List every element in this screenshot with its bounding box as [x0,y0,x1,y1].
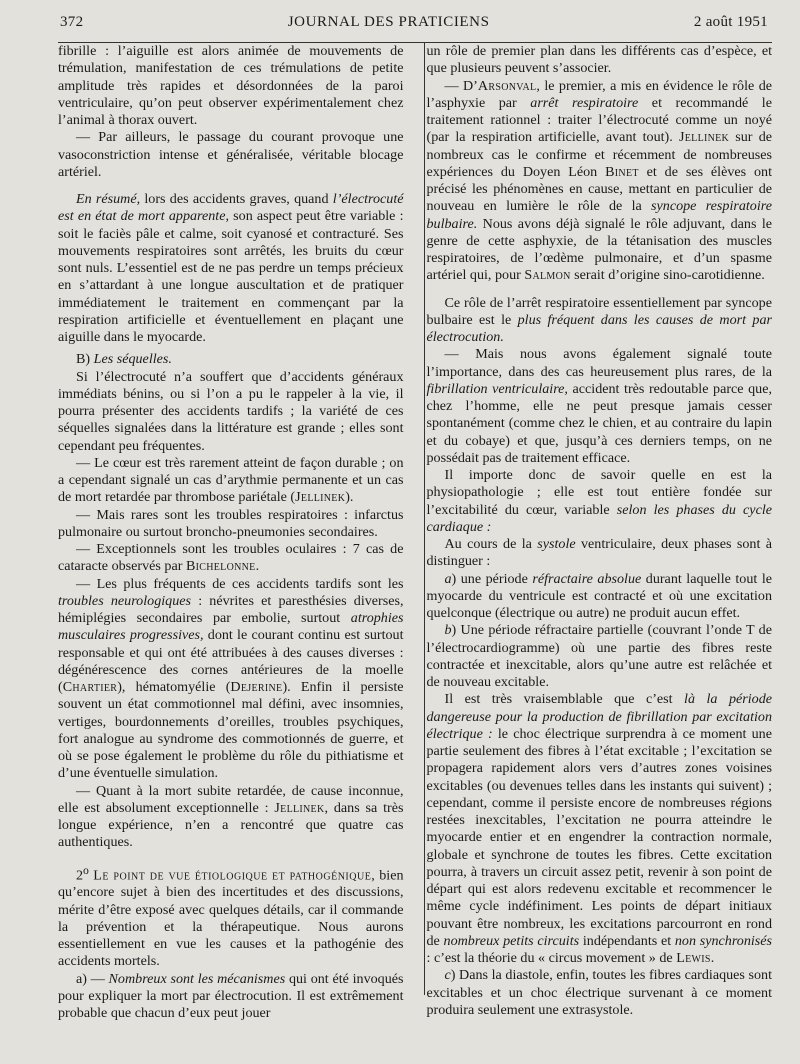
paragraph: — Mais nous avons également signalé toute l’importance, dans des cas heureusement plus rares, de la fibrillation ventriculaire, accident très redoutable parce que, chez l’homme, elle ne peut presque jamais cesser spontanément (comme chez le chien, et au contraire du lapin et du cobaye) et que, jusqu’à ces derniers temps, on ne possédait pas de traitement efficace. [426,346,772,466]
paragraph: — Les plus fréquents de ces accidents tardifs sont les troubles neurologiques : névrites et paresthésies diverses, hémiplégies secondaires par embolie, surtout atrophies musculaires progressives, dont le courant continu est surtout responsable et qui ont été attribuées à des causes diverses : dégénérescence des cornes antérieures de la moelle (Chartier), hématomyélie (Dejerine). Enfin il persiste souvent un état commotionnel mal défini, avec insomnies, vertiges, bourdonnements d’oreilles, troubles psychiques, fort analogue au syndrome des commotionnés de guerre, et où se pose également le problème du rôle du pithiatisme et d’une éventuelle simulation. [58,575,404,782]
paragraph: Il importe donc de savoir quelle en est la physiopathologie ; elle est tout entière fondée sur l’excitabilité du cœur, variable selon les phases du cycle cardiaque : [426,467,772,535]
left-column [58,43,414,1022]
section-heading: B) Les séquelles. [76,351,172,368]
page-number: 372 [60,14,84,30]
right-column [414,43,773,1022]
paragraph: un rôle de premier plan dans les différents cas d’espèce, et que plusieurs peuvent s’associer. [426,43,772,77]
section-heading-paragraph: 2$^o$ Le point de vue étiologique et pathogénique, bien qu’encore sujet à bien des incertitudes et des discussions, mérite d’être exposé avec quelques détails, car il commande la prévention et la thérapeutique. Nous aurons essentiellement en vue les causes et la pathogénie des accidents mortels. [58,863,404,970]
paragraph: — Exceptionnels sont les troubles oculaires : 7 cas de cataracte observés par Bichelonne. [58,541,404,575]
paragraph: — Mais rares sont les troubles respiratoires : infarctus pulmonaire ou surtout broncho-pneumonies secondaires. [58,506,404,540]
paragraph: Si l’électrocuté n’a souffert que d’accidents généraux immédiats bénins, ou si l’on a pu le rappeler à la vie, il pourra présenter des accidents tardifs ; la variété de ces séquelles signalées dans la littérature est grande ; elles sont cependant peu fréquentes. [58,368,404,454]
paragraph: — Le cœur est très rarement atteint de façon durable ; on a cependant signalé un cas d’arythmie permanente et un cas de mort retardée par thrombose pariétale (Jellinek). [58,454,404,506]
paragraph: Au cours de la systole ventriculaire, deux phases sont à distinguer : [426,536,772,570]
running-header [58,14,772,38]
paragraph: Ce rôle de l’arrêt respiratoire essentiellement par syncope bulbaire est le plus fréquent dans les causes de mort par électrocution. [426,294,772,345]
list-item: c) Dans la diastole, enfin, toutes les fibres cardiaques sont excitables et un choc électrique survenant à ce moment produira seulement une extrasystole. [426,967,772,1018]
paragraph: — Quant à la mort subite retardée, de cause inconnue, elle est absolument exceptionnelle : Jellinek, dans sa très longue expérience, n’en a rencontré que quatre cas authentiques. [58,782,404,851]
column-divider [424,43,425,995]
list-item: a) une période réfractaire absolue durant laquelle tout le myocarde du ventricule est contracté et où une excitation quelconque (électrique ou autre) ne produit aucun effet. [426,570,772,621]
list-item: b) Une période réfractaire partielle (couvrant l’onde T de l’électrocardiogramme) où une partie des fibres reste contractée et inexcitable, alors qu’une autre est relâchée et de nouveau excitable. [426,622,772,690]
paragraph: a) — Nombreux sont les mécanismes qui ont été invoqués pour expliquer la mort par électrocution. Il est extrêmement probable que chacun d’eux peut jouer [58,970,404,1022]
paragraph: En résumé, lors des accidents graves, quand l’électrocuté est en état de mort apparente, son aspect peut être variable : soit le faciès pâle et calme, soit cyanosé et contracturé. Ses mouvements respiratoires sont arrêtés, les bruits du cœur sont nuls. L’essentiel est de ne pas perdre un temps précieux en s’attardant à une longue auscultation et de pratiquer immédiatement le traitement en commençant par la respiration artificielle et éventuellement en plaçant une aiguille dans le myocarde. [58,191,404,345]
paragraph: Il est très vraisemblable que c’est là la période dangereuse pour la production de fibrillation par excitation électrique : le choc électrique surprendra à ce moment une partie seulement des fibres à l’état excitable ; l’excitation se propagera rapidement alors vers d’autres zones voisines excitables (ou devenues telles dans les instants qui suivent) ; cependant, comme il persiste encore de nombreuses régions restées inexcitables, l’excitation ne pourra atteindre le myocarde entier et en engendrer la contraction normale, globale et synchrone de toutes les fibres. Cette excitation pourra, à travers un circuit assez petit, revenir à son point de départ qui est alors redevenu excitable et recommencer le même cycle indéfiniment. Les points de départ initiaux pouvant être nombreux, les excitations parcourront en rond de nombreux petits circuits indépendants et non synchronisés : c’est la théorie du « circus movement » de Lewis. [426,691,773,966]
issue-date: 2 août 1951 [693,14,768,30]
paragraph: — D’Arsonval, le premier, a mis en évidence le rôle de l’asphyxie par arrêt respiratoire et recommandé le traitement rationnel : traiter l’électrocuté comme un noyé (par la respiration artificielle, avant tout). Jellinek sur de nombreux cas le confirme et récemment de nombreuses expériences du Doyen Léon Binet et de ses élèves ont précisé les phénomènes en cause, mettant en particulier de nouveau en lumière le rôle de la syncope respiratoire bulbaire. Nous avons déjà signalé le rôle adjuvant, dans le genre de cette asphyxie, de la tétanisation des muscles respiratoires, de l’œdème pulmonaire, et d’un spasme artériel qui, pour Salmon serait d’origine sino-carotidienne. [426,77,773,284]
paragraph: fibrille : l’aiguille est alors animée de mouvements de trémulation, manifestation de ces trémulations de petite amplitude très rapides et désordonnées de la paroi ventriculaire, qu’on peut observer expérimentalement chez l’animal à thorax ouvert. [58,43,404,128]
paragraph: — Par ailleurs, le passage du courant provoque une vasoconstriction intense et généralisée, véritable blocage artériel. [58,129,404,180]
journal-title: JOURNAL DES PRATICIENS [287,14,490,30]
two-column-body [58,43,772,1022]
